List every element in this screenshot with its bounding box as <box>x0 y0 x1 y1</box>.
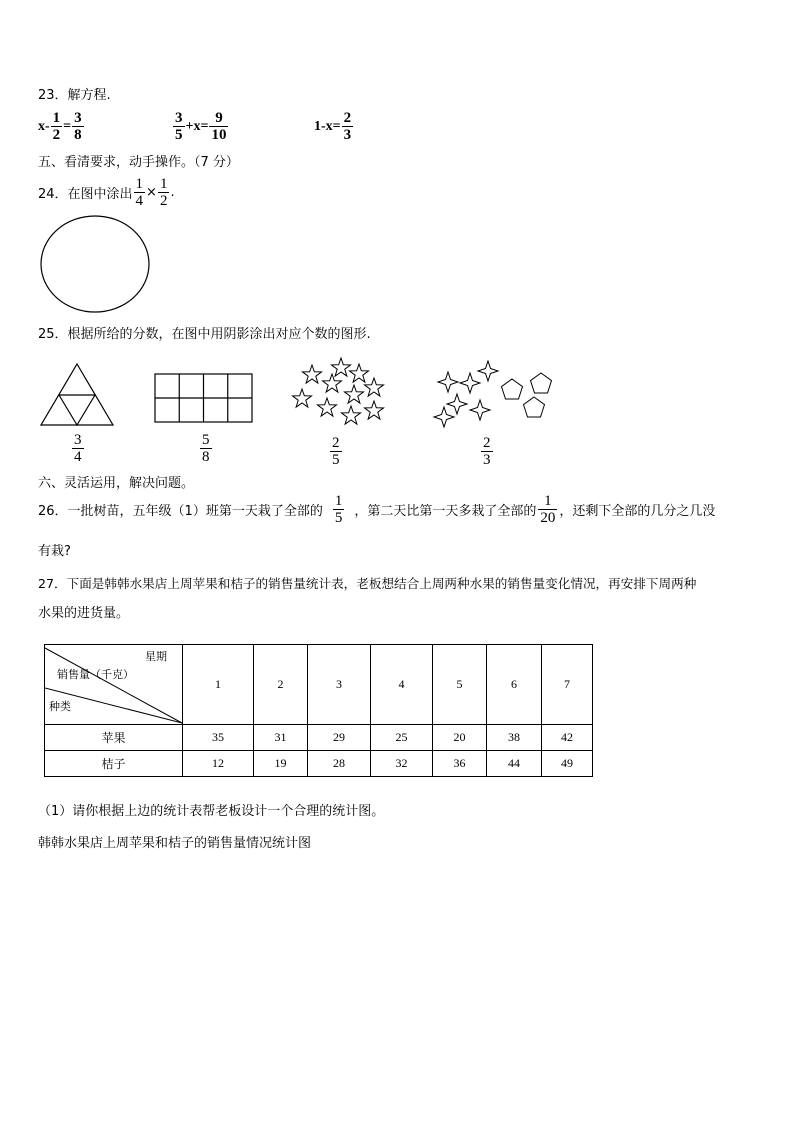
q27-sub-question-1: （1）请你根据上边的统计表帮老板设计一个合理的统计图。 <box>38 804 385 819</box>
sparkle-icon <box>438 372 458 392</box>
eq1-equals: = <box>63 118 72 134</box>
equation-1 <box>38 110 85 143</box>
diagonal-header-cell <box>45 645 183 725</box>
q24-prefix: 24．在图中涂出 <box>38 187 133 202</box>
table-cell: 35 <box>183 725 254 751</box>
chart-title: 韩韩水果店上周苹果和桔子的销售量情况统计图 <box>38 836 312 851</box>
table-cell: 38 <box>487 725 542 751</box>
header-sales-label: 销售量（千克） <box>57 667 134 681</box>
times-sign: × <box>146 185 157 200</box>
pentagon-icon <box>531 373 552 393</box>
sparkle-icon <box>470 400 490 420</box>
table-cell: 29 <box>308 725 371 751</box>
star-icon <box>341 406 360 424</box>
eq3-lhs: 1-x= <box>314 118 341 134</box>
day-header: 5 <box>433 645 487 725</box>
q24-suffix: . <box>170 185 175 200</box>
section-5-heading: 五、看清要求，动手操作。（7 分） <box>38 155 239 170</box>
q26-fraction-1: $\frac{1}{5}$ <box>334 493 343 526</box>
table-cell: 20 <box>433 725 487 751</box>
sparkles-and-pentagons <box>432 360 560 432</box>
eq2-fraction-1: $\frac{3}{5}$ <box>175 110 183 143</box>
star-icon <box>364 401 383 419</box>
table-cell: 42 <box>542 725 593 751</box>
fraction-2-5: $\frac{2}{5}$ <box>332 435 340 468</box>
eq1-fraction-2: $\frac{3}{8}$ <box>74 110 82 143</box>
q25-title: 25．根据所给的分数，在图中用阴影涂出对应个数的图形. <box>38 327 371 342</box>
row-label: 苹果 <box>45 725 183 751</box>
triangle-figure <box>40 362 116 428</box>
star-icon <box>364 378 383 396</box>
sparkle-icon <box>460 373 480 393</box>
table-cell: 32 <box>371 751 433 777</box>
q26-line2: 有栽? <box>38 544 71 559</box>
q23-title: 23．解方程. <box>38 88 111 103</box>
fraction-3-4: $\frac{3}{4}$ <box>74 432 82 465</box>
star-icon <box>331 358 350 376</box>
eq2-fraction-2: $\frac{9}{10}$ <box>211 110 227 143</box>
q24-fraction-1: $\frac{1}{4}$ <box>135 176 144 209</box>
star-icon <box>344 385 363 403</box>
table-cell: 36 <box>433 751 487 777</box>
q24-fraction-2: $\frac{1}{2}$ <box>159 176 168 209</box>
rectangle-grid <box>154 373 254 425</box>
sparkle-icon <box>447 394 467 414</box>
circle-figure <box>40 214 152 314</box>
stars-group <box>290 355 390 430</box>
star-icon <box>349 364 368 382</box>
day-header: 2 <box>254 645 308 725</box>
star-icon <box>322 374 341 392</box>
eq1-fraction-1: $\frac{1}{2}$ <box>52 110 61 143</box>
row-label: 桔子 <box>45 751 183 777</box>
star-icon <box>292 389 311 407</box>
table-row <box>45 725 593 751</box>
q26-part1: 26．一批树苗，五年级（1）班第一天栽了全部的 <box>38 504 323 519</box>
pentagon-icon <box>502 379 523 399</box>
sales-table <box>44 644 593 777</box>
eq1-lhs: x- <box>38 118 50 134</box>
sparkle-icon <box>434 407 454 427</box>
q26-part3: ，还剩下全部的几分之几没 <box>559 504 716 519</box>
day-header: 6 <box>487 645 542 725</box>
equation-3 <box>314 110 354 143</box>
header-weekday-label: 星期 <box>145 649 167 663</box>
table-header-row <box>45 645 593 725</box>
table-cell: 49 <box>542 751 593 777</box>
equation-2 <box>172 110 229 143</box>
header-type-label: 种类 <box>49 699 71 713</box>
q24-title <box>38 176 175 209</box>
sparkle-icon <box>478 361 498 381</box>
table-cell: 19 <box>254 751 308 777</box>
eq3-fraction: $\frac{2}{3}$ <box>343 110 352 143</box>
table-cell: 28 <box>308 751 371 777</box>
day-header: 1 <box>183 645 254 725</box>
table-cell: 12 <box>183 751 254 777</box>
fraction-2-3: $\frac{2}{3}$ <box>483 435 491 468</box>
q26-part2: ，第二天比第一天多栽了全部的 <box>354 504 537 519</box>
eq2-mid: +x= <box>185 118 209 134</box>
q27-line1: 27．下面是韩韩水果店上周苹果和桔子的销售量统计表，老板想结合上周两种水果的销售量变化情况，再安排下周两种 <box>38 576 697 591</box>
q27-line2: 水果的进货量。 <box>38 606 130 621</box>
table-cell: 31 <box>254 725 308 751</box>
star-icon <box>302 365 321 383</box>
star-icon <box>317 398 336 416</box>
section-6-heading: 六、灵活运用，解决问题。 <box>38 476 195 491</box>
q26-text <box>38 493 715 526</box>
table-cell: 25 <box>371 725 433 751</box>
day-header: 4 <box>371 645 433 725</box>
q26-fraction-2: $\frac{1}{20}$ <box>540 493 556 526</box>
table-cell: 44 <box>487 751 542 777</box>
day-header: 3 <box>308 645 371 725</box>
pentagon-icon <box>524 397 545 417</box>
table-row <box>45 751 593 777</box>
day-header: 7 <box>542 645 593 725</box>
fraction-5-8: $\frac{5}{8}$ <box>202 432 210 465</box>
